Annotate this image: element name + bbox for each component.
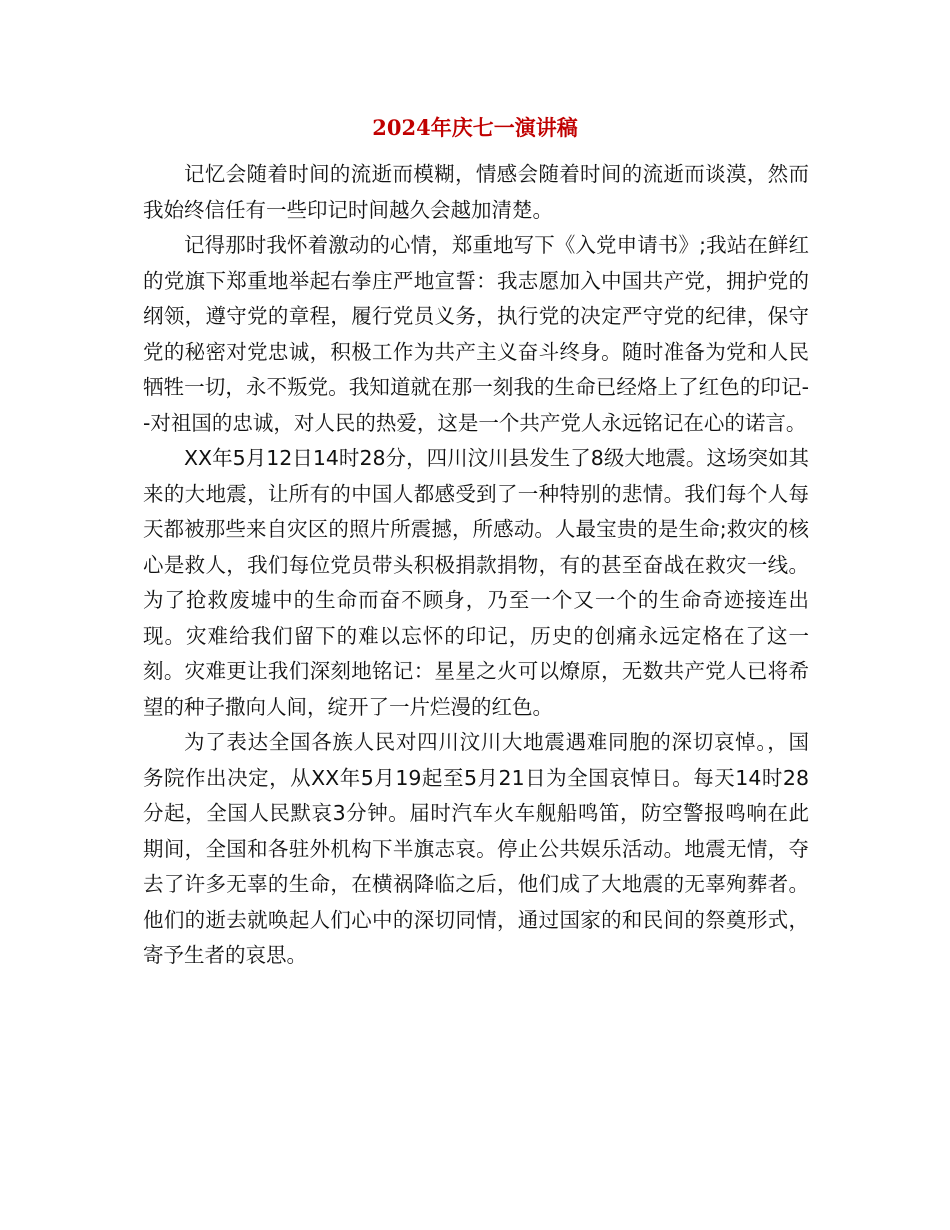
paragraph-mourning: 为了表达全国各族人民对四川汶川大地震遇难同胞的深切哀悼。，国务院作出决定，从XX年5月19起至5月21日为全国哀悼日。每天14时28分起，全国人民默哀3分钟。届时汽车火车舰船鸣笛，防空警报鸣响在此期间，全国和各驻外机构下半旗志哀。停止公共娱乐活动。地震无情，夺去了许多无辜的生命，在横祸降临之后，他们成了大地震的无辜殉葬者。他们的逝去就唤起人们心中的深切同情，通过国家的和民间的祭奠形式，寄予生者的哀思。	[143, 730, 809, 967]
paragraph-memory: 记忆会随着时间的流逝而模糊，情感会随着时间的流逝而谈漠，然而我始终信任有一些印记时间越久会越加清楚。	[143, 162, 809, 222]
paragraph-earthquake: XX年5月12日14时28分，四川汶川县发生了8级大地震。这场突如其来的大地震，让所有的中国人都感受到了一种特别的悲情。我们每个人每天都被那些来自灾区的照片所震撼，所感动。人最宝贵的是生命;救灾的核心是救人，我们每位党员带头积极捐款捐物，有的甚至奋战在救灾一线。为了抢救废墟中的生命而奋不顾身，乃至一个又一个的生命奇迹接连出现。灾难给我们留下的难以忘怀的印记，历史的创痛永远定格在了这一刻。灾难更让我们深刻地铭记：星星之火可以燎原，无数共产党人已将希望的种子撒向人间，绽开了一片烂漫的红色。	[143, 446, 809, 719]
paragraph-oath: 记得那时我怀着激动的心情，郑重地写下《入党申请书》;我站在鲜红的党旗下郑重地举起右拳庄严地宣誓：我志愿加入中国共产党，拥护党的纲领，遵守党的章程，履行党员义务，执行党的决定严守党的纪律，保守党的秘密对党忠诚，积极工作为共产主义奋斗终身。随时准备为党和人民牺牲一切，永不叛党。我知道就在那一刻我的生命已经烙上了红色的印记--对祖国的忠诚，对人民的热爱，这是一个共产党人永远铭记在心的诺言。	[143, 233, 809, 435]
document-title: 2024年庆七一演讲稿	[372, 115, 578, 140]
document-body	[143, 157, 809, 974]
